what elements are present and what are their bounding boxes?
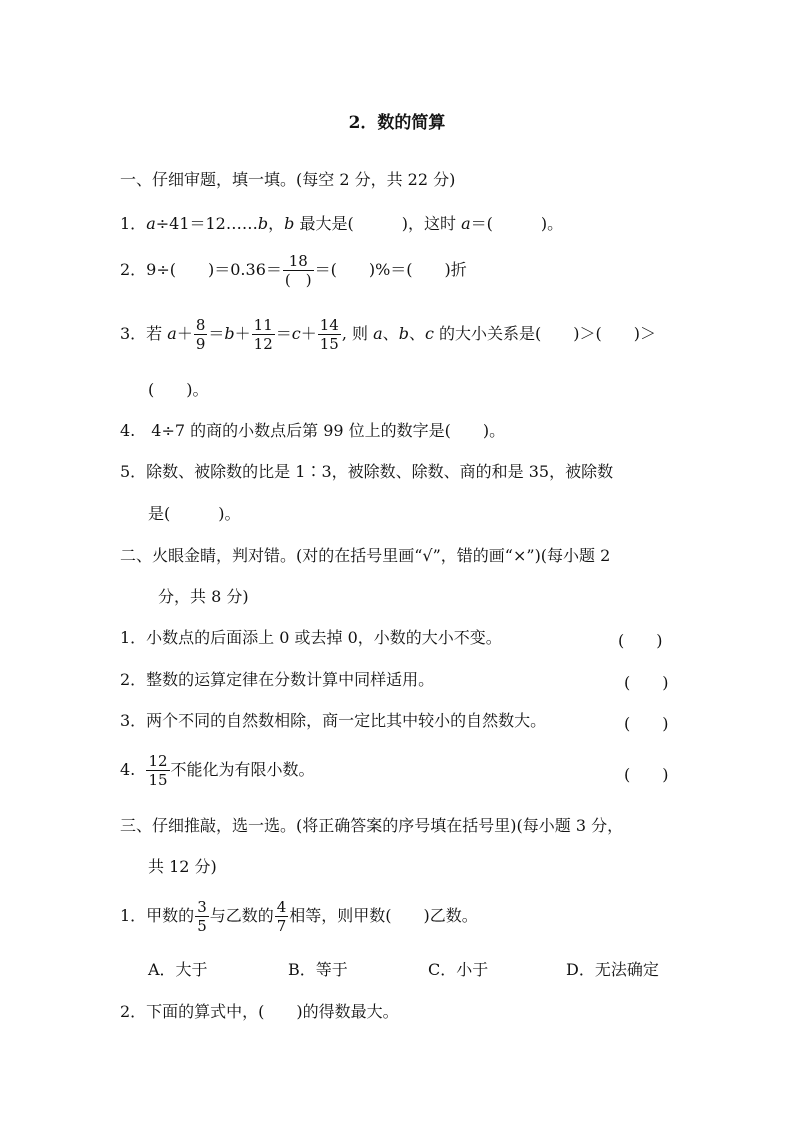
page-title: 2．数的简算 bbox=[348, 113, 446, 133]
fraction-denominator: 9 bbox=[195, 335, 206, 353]
question-1-5: 5．除数、被除数的比是 1∶3，被除数、除数、商的和是 35，被除数 bbox=[120, 462, 614, 481]
question-1-4: 4. 4÷7 的商的小数点后第 99 位上的数字是( )。 bbox=[120, 421, 506, 440]
q-text: a bbox=[461, 214, 471, 233]
q-text: 1． bbox=[120, 214, 147, 233]
q-text: 、 bbox=[408, 324, 425, 343]
question-3-2: 2．下面的算式中，( )的得数最大。 bbox=[120, 1002, 399, 1021]
q-text: b bbox=[257, 214, 269, 233]
q-text: a bbox=[167, 324, 177, 343]
fraction-numerator: 4 bbox=[276, 898, 287, 916]
q-text: 4. bbox=[120, 760, 136, 779]
section3-heading-cont: 共 12 分) bbox=[148, 857, 217, 876]
q-text: 1．甲数的 bbox=[120, 906, 195, 925]
fraction-numerator: 12 bbox=[148, 752, 168, 770]
option-a: A．大于 bbox=[148, 960, 208, 979]
q-text: b bbox=[224, 324, 235, 343]
question-2-4 bbox=[120, 752, 315, 789]
fraction bbox=[318, 316, 341, 353]
answer-parentheses: ( ) bbox=[624, 714, 669, 733]
question-1-3 bbox=[120, 316, 656, 353]
section2-heading: 二、火眼金睛，判对错。(对的在括号里画“√”，错的画“×”)(每小题 2 bbox=[120, 546, 611, 565]
q-text: 3．若 bbox=[120, 324, 168, 343]
q-text: ＋ bbox=[176, 324, 193, 343]
q-text: 2．9÷( )＝0.36＝ bbox=[120, 260, 282, 279]
fraction bbox=[146, 752, 169, 789]
section2-heading-cont: 分，共 8 分) bbox=[158, 587, 249, 606]
q-text: 最大是( )，这时 bbox=[294, 214, 462, 233]
q-text: a bbox=[373, 324, 383, 343]
question-1-5-cont: 是( )。 bbox=[148, 504, 241, 523]
option-d: D．无法确定 bbox=[566, 960, 659, 979]
q-text: 、 bbox=[382, 324, 399, 343]
fraction-numerator: 3 bbox=[197, 898, 207, 916]
fraction-numerator: 11 bbox=[253, 316, 273, 334]
answer-parentheses: ( ) bbox=[618, 631, 663, 650]
fraction bbox=[194, 316, 208, 353]
fraction bbox=[195, 898, 209, 935]
option-b: B．等于 bbox=[288, 960, 348, 979]
question-2-2: 2．整数的运算定律在分数计算中同样适用。 bbox=[120, 670, 435, 689]
question-1-1 bbox=[120, 214, 563, 234]
section1-heading: 一、仔细审题，填一填。(每空 2 分，共 22 分) bbox=[120, 170, 456, 189]
fraction-denominator: 15 bbox=[319, 335, 339, 353]
q-text: ＝( )%＝( )折 bbox=[314, 260, 467, 279]
q-text: 与乙数的 bbox=[209, 906, 274, 925]
fraction-denominator: 15 bbox=[148, 771, 168, 789]
question-3-1 bbox=[120, 898, 478, 935]
q-text: ＝ bbox=[208, 324, 225, 343]
q-text: ＝( )。 bbox=[470, 214, 564, 233]
fraction-denominator: 7 bbox=[276, 917, 287, 935]
fraction-numerator: 14 bbox=[319, 316, 339, 334]
fraction-numerator: 8 bbox=[195, 316, 206, 334]
q-text: 相等，则甲数( )乙数。 bbox=[289, 906, 478, 925]
section3-heading: 三、仔细推敲，选一选。(将正确答案的序号填在括号里)(每小题 3 分， bbox=[120, 816, 624, 835]
q-text: c bbox=[291, 324, 301, 343]
fraction-denominator: 5 bbox=[197, 917, 207, 935]
fraction-numerator: 18 bbox=[283, 252, 314, 271]
question-1-3-cont: ( )。 bbox=[148, 380, 209, 399]
q-text: ， bbox=[268, 214, 285, 233]
q-text: ÷41＝12…… bbox=[155, 214, 258, 233]
fraction bbox=[275, 898, 289, 935]
q-text: ＋ bbox=[300, 324, 317, 343]
fraction bbox=[283, 252, 314, 289]
q-text: 的大小关系是( )＞( )＞ bbox=[433, 324, 656, 343]
fraction-denominator: ( ) bbox=[284, 271, 312, 289]
fraction-denominator: 12 bbox=[253, 335, 273, 353]
q-text: c bbox=[424, 324, 434, 343]
q-text: b bbox=[398, 324, 409, 343]
answer-parentheses: ( ) bbox=[624, 765, 669, 784]
question-1-2 bbox=[120, 252, 467, 289]
answer-parentheses: ( ) bbox=[624, 673, 669, 692]
question-2-3: 3．两个不同的自然数相除，商一定比其中较小的自然数大。 bbox=[120, 711, 547, 730]
q-text: 不能化为有限小数。 bbox=[170, 760, 315, 779]
q-text: ＝ bbox=[275, 324, 292, 343]
question-2-1: 1．小数点的后面添上 0 或去掉 0，小数的大小不变。 bbox=[120, 628, 502, 647]
q-text: , 则 bbox=[341, 324, 374, 343]
q-text: a bbox=[146, 214, 156, 233]
q-text: ＋ bbox=[234, 324, 251, 343]
fraction bbox=[252, 316, 275, 353]
q-text: b bbox=[284, 214, 295, 233]
option-c: C．小于 bbox=[428, 960, 489, 979]
